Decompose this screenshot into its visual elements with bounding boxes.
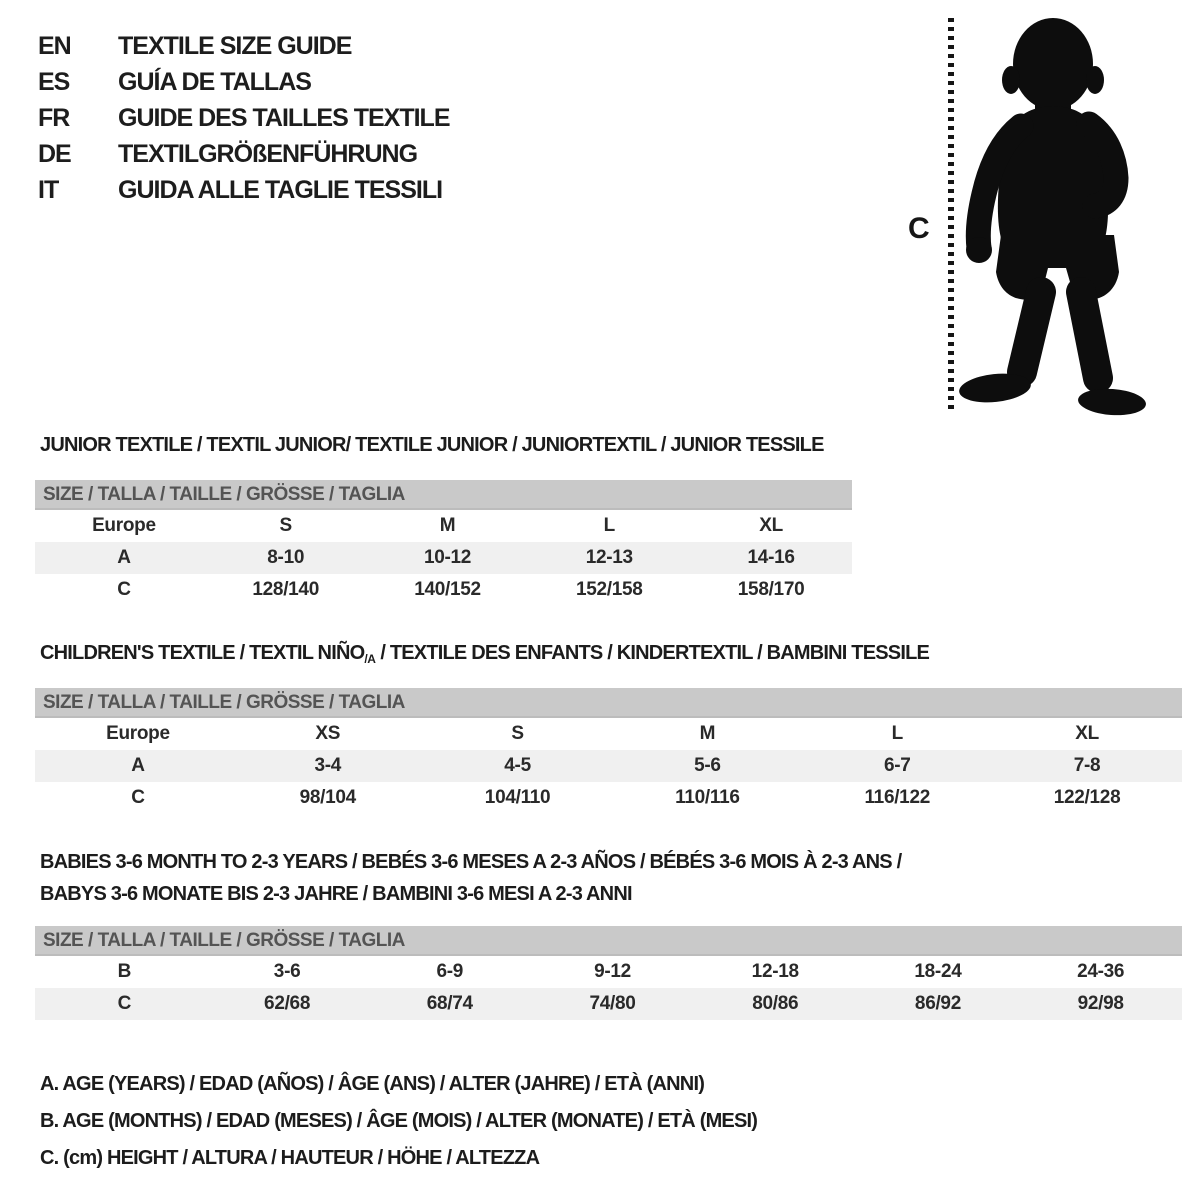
row-label: A	[117, 547, 131, 568]
language-row-de	[38, 136, 450, 172]
toddler-silhouette-icon	[958, 18, 1147, 417]
size-cell: 12-18	[751, 961, 799, 982]
table-row-b	[35, 956, 1182, 988]
language-row-fr	[38, 100, 450, 136]
size-cell: 68/74	[426, 993, 473, 1014]
footnote-b: B. AGE (MONTHS) / EDAD (MESES) / ÂGE (MOIS) / ALTER (MONATE) / ETÀ (MESI)	[40, 1110, 758, 1132]
size-cell: 98/104	[299, 787, 356, 808]
language-title: GUÍA DE TALLAS	[118, 67, 311, 96]
row-label: C	[131, 787, 145, 808]
children-section-title	[40, 642, 929, 666]
row-label: A	[131, 755, 145, 776]
column-header: XS	[315, 723, 341, 744]
language-code: EN	[38, 31, 71, 60]
size-cell: 140/152	[414, 579, 481, 600]
table-row-c	[35, 988, 1182, 1020]
language-code: IT	[38, 175, 59, 204]
language-guide-block	[38, 28, 450, 208]
size-cell: 5-6	[694, 755, 721, 776]
language-title: GUIDA ALLE TAGLIE TESSILI	[118, 175, 443, 204]
size-cell: 62/68	[264, 993, 311, 1014]
region-label: Europe	[92, 515, 156, 536]
language-title: GUIDE DES TAILLES TEXTILE	[118, 103, 450, 132]
size-cell: 116/122	[864, 787, 930, 808]
size-cell: 92/98	[1077, 993, 1124, 1014]
region-label: Europe	[106, 723, 170, 744]
children-title-main: CHILDREN'S TEXTILE / TEXTIL NIÑO	[40, 642, 365, 664]
size-cell: 6-7	[883, 755, 911, 776]
babies-section-title	[40, 846, 901, 910]
column-header: L	[603, 515, 615, 536]
size-cell: 14-16	[747, 547, 795, 568]
children-size-table	[35, 688, 1182, 814]
size-cell: 12-13	[585, 547, 633, 568]
column-header: M	[439, 515, 456, 536]
babies-size-table	[35, 926, 1182, 1020]
toddler-figure-graphic	[905, 10, 1160, 422]
children-title-subscript: /A	[364, 652, 376, 666]
size-cell: 152/158	[575, 579, 643, 600]
column-header: L	[891, 723, 903, 744]
column-header: S	[511, 723, 524, 744]
babies-title-line1: BABIES 3-6 MONTH TO 2-3 YEARS / BEBÉS 3-6 MESES A 2-3 AÑOS / BÉBÉS 3-6 MOIS À 2-3 ANS /	[40, 851, 902, 873]
row-label: C	[117, 579, 131, 600]
row-label: B	[117, 961, 132, 982]
size-cell: 104/110	[484, 787, 551, 808]
language-code: DE	[38, 139, 71, 168]
language-row-it	[38, 172, 450, 208]
junior-section-title: JUNIOR TEXTILE / TEXTIL JUNIOR/ TEXTILE JUNIOR / JUNIORTEXTIL / JUNIOR TESSILE	[40, 434, 824, 456]
row-label: C	[117, 993, 132, 1014]
size-cell: 6-9	[436, 961, 464, 982]
size-cell: 10-12	[423, 547, 472, 568]
footnote-c: C. (cm) HEIGHT / ALTURA / HAUTEUR / HÖHE / ALTEZZA	[40, 1147, 540, 1169]
language-code: ES	[38, 67, 70, 96]
footnotes-block	[40, 1066, 757, 1177]
size-cell: 3-4	[314, 755, 342, 776]
language-title: TEXTILE SIZE GUIDE	[118, 31, 352, 60]
table-row-a	[35, 750, 1182, 782]
size-cell: 74/80	[589, 993, 636, 1014]
table-row-c	[35, 782, 1182, 814]
children-title-tail: / TEXTILE DES ENFANTS / KINDERTEXTIL / BAMBINI TESSILE	[375, 642, 930, 664]
size-cell: 86/92	[914, 993, 961, 1014]
column-header: M	[699, 723, 716, 744]
column-header: XL	[1075, 723, 1099, 744]
language-title: TEXTILGRÖßENFÜHRUNG	[118, 139, 418, 168]
size-cell: 80/86	[752, 993, 799, 1014]
column-header-row	[35, 718, 1182, 750]
footnote-a: A. AGE (YEARS) / EDAD (AÑOS) / ÂGE (ANS) / ALTER (JAHRE) / ETÀ (ANNI)	[40, 1073, 705, 1095]
size-cell: 9-12	[594, 961, 631, 982]
size-header-bar: SIZE / TALLA / TAILLE / GRÖSSE / TAGLIA	[35, 688, 1182, 718]
size-cell: 7-8	[1073, 755, 1101, 776]
size-cell: 128/140	[252, 579, 319, 600]
size-header-bar: SIZE / TALLA / TAILLE / GRÖSSE / TAGLIA	[35, 926, 1182, 956]
column-header: S	[279, 515, 292, 536]
size-cell: 4-5	[504, 755, 531, 776]
babies-title-line2: BABYS 3-6 MONATE BIS 2-3 JAHRE / BAMBINI 3-6 MESI A 2-3 ANNI	[40, 883, 632, 905]
size-cell: 24-36	[1077, 961, 1125, 982]
language-row-es	[38, 64, 450, 100]
size-cell: 3-6	[273, 961, 301, 982]
language-code: FR	[38, 103, 70, 132]
table-row-a	[35, 542, 852, 574]
size-cell: 8-10	[267, 547, 305, 568]
table-row-c	[35, 574, 852, 606]
column-header: XL	[759, 515, 783, 536]
junior-size-table	[35, 480, 852, 606]
height-marker-label: C	[908, 212, 929, 245]
size-header-bar: SIZE / TALLA / TAILLE / GRÖSSE / TAGLIA	[35, 480, 852, 510]
size-cell: 110/116	[675, 787, 740, 808]
size-cell: 158/170	[737, 579, 805, 600]
column-header-row	[35, 510, 852, 542]
size-cell: 122/128	[1053, 787, 1121, 808]
language-row-en	[38, 28, 450, 64]
size-cell: 18-24	[914, 961, 962, 982]
